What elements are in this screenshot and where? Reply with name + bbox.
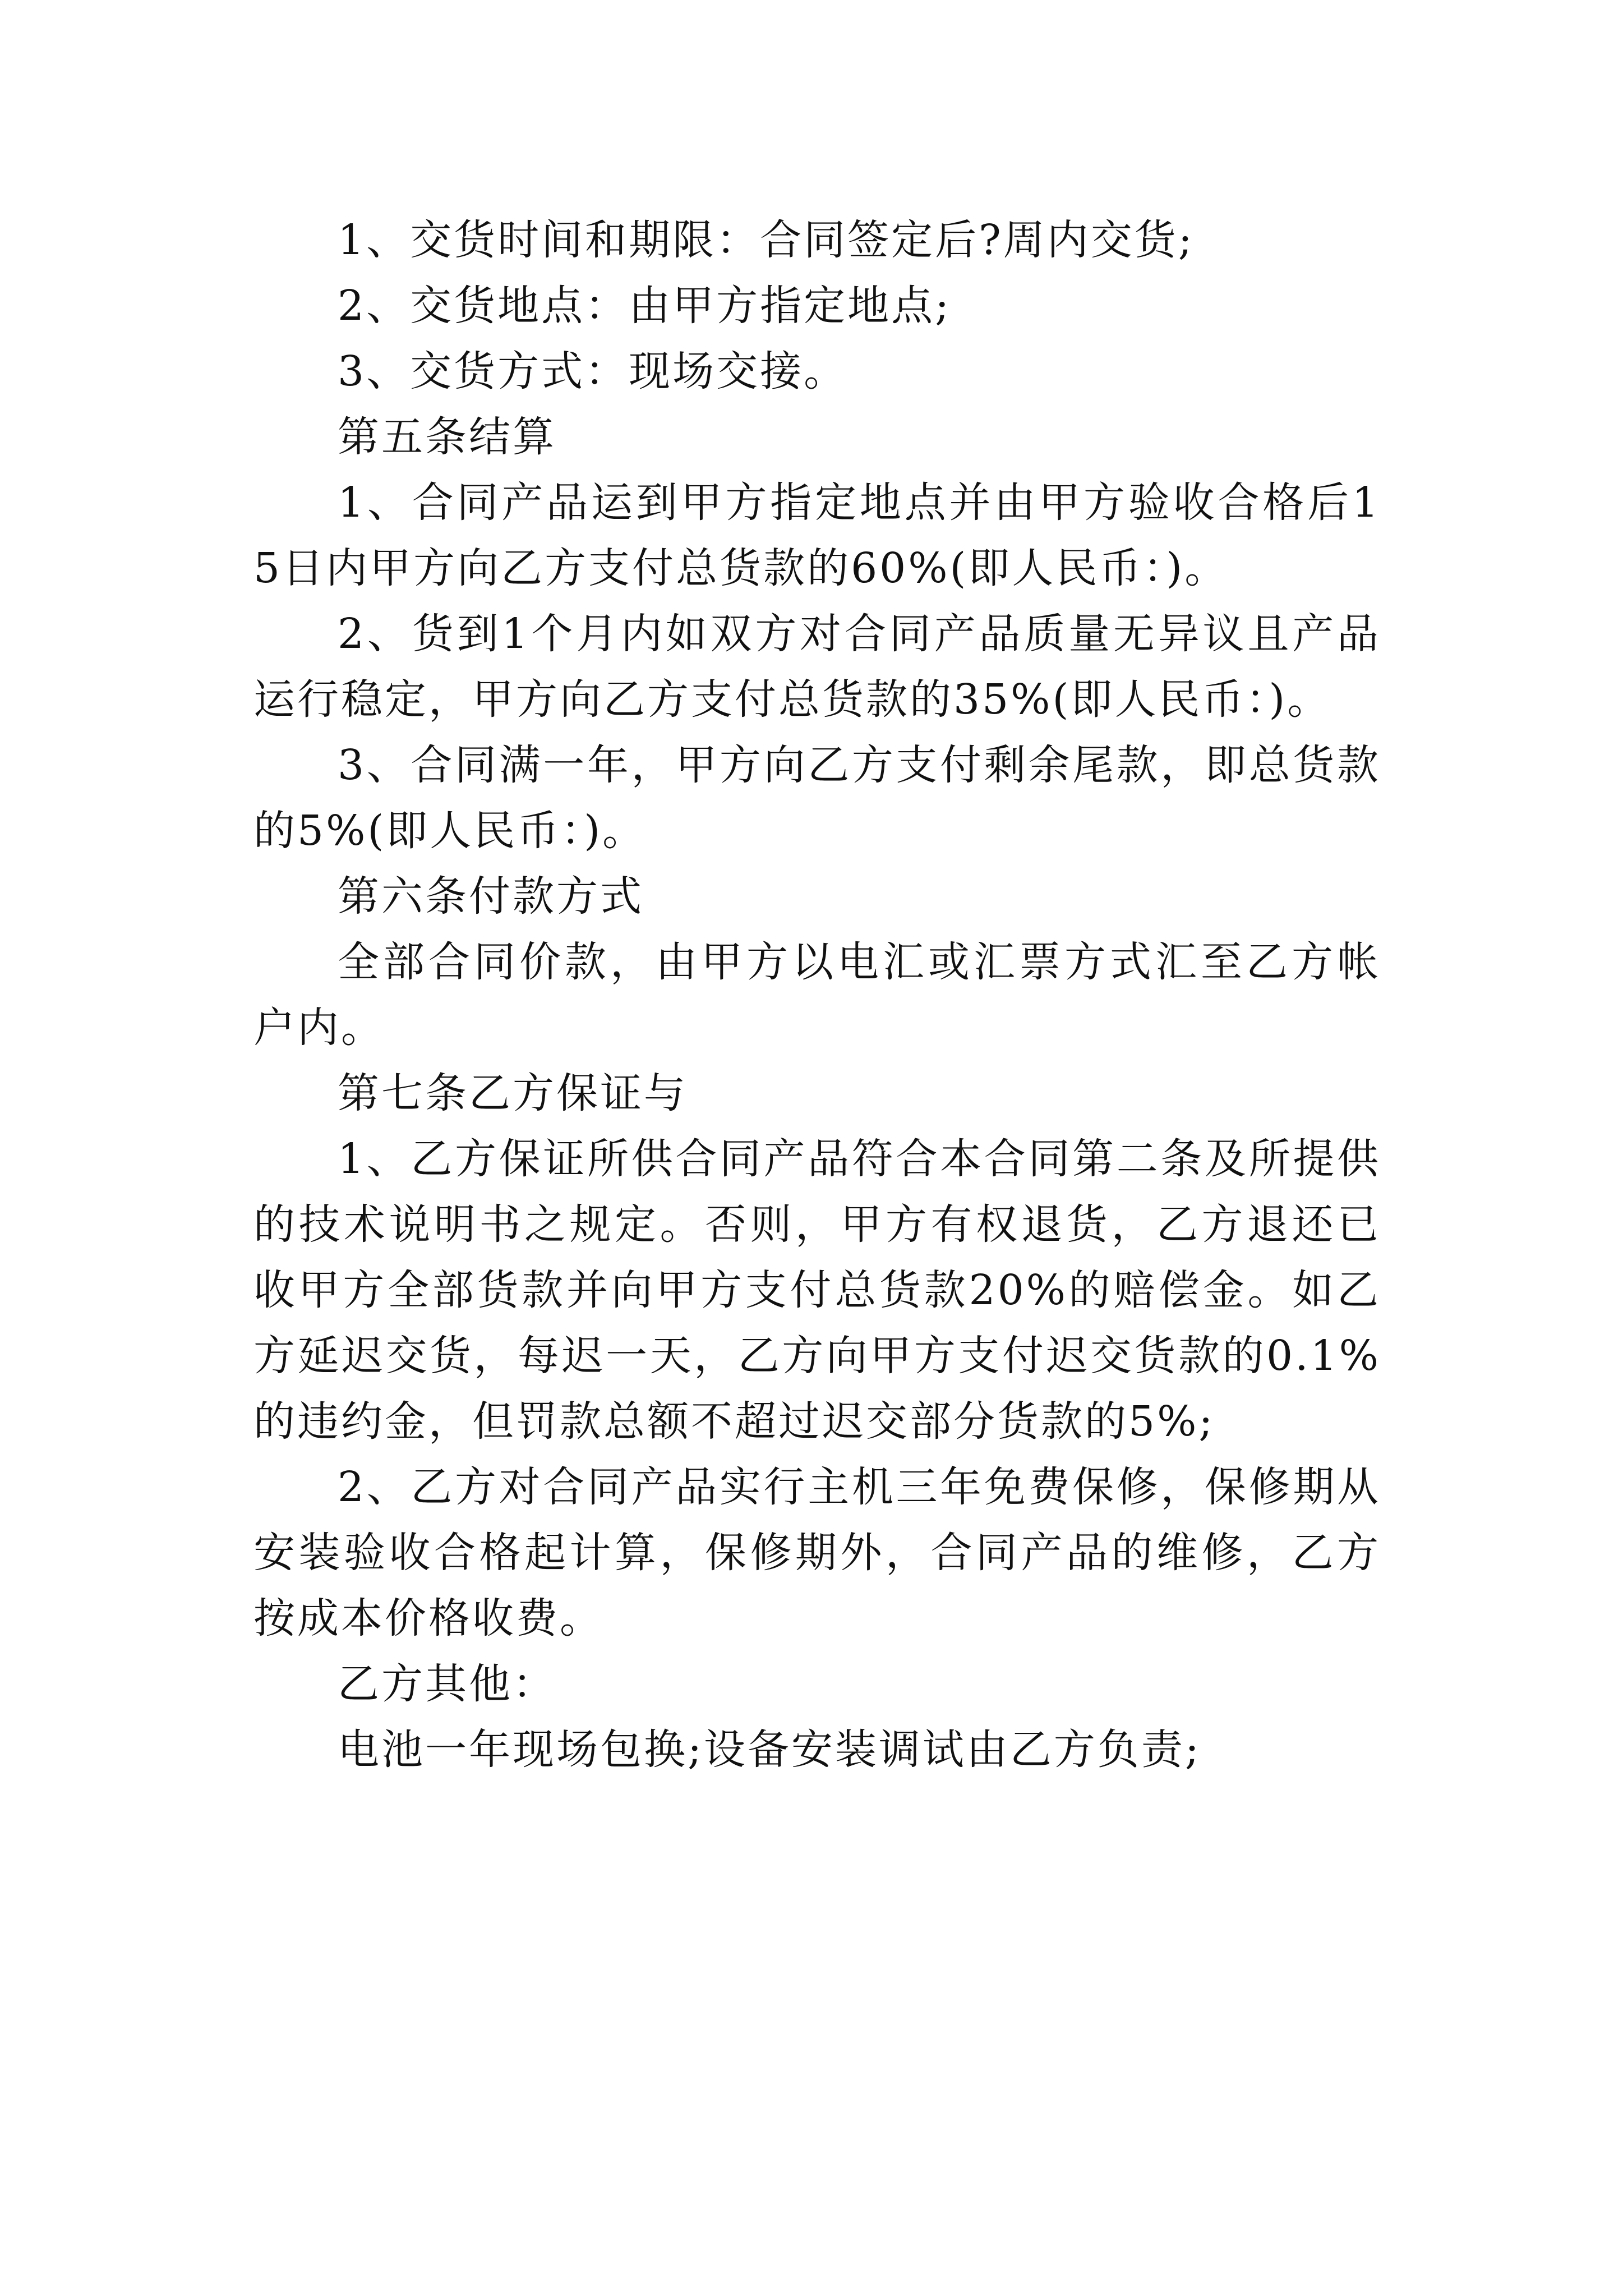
section-heading-settlement: 第五条结算 [338,413,556,461]
document-body [253,208,1381,1783]
paragraph-party-b-other: 电池一年现场包换;设备安装调试由乙方负责; [338,1726,1201,1774]
paragraph-delivery-method: 3、交货方式：现场交接。 [338,347,848,395]
paragraph-guarantee-2: 2、乙方对合同产品实行主机三年免费保修，保修期从安装验收合格起计算，保修期外，合同产品的维修，乙方按成本价格收费。 [253,1463,1381,1642]
paragraph-guarantee-1: 1、乙方保证所供合同产品符合本合同第二条及所提供的技术说明书之规定。否则，甲方有权退货，乙方退还已收甲方全部货款并向甲方支付总货款20%的赔偿金。如乙方延迟交货，每迟一天，乙方向甲方支付迟交货款的0.1%的违约金，但罚款总额不超过迟交部分货款的5%; [253,1135,1381,1446]
paragraph-settlement-3: 3、合同满一年，甲方向乙方支付剩余尾款，即总货款的5%(即人民币：)。 [253,741,1381,855]
paragraph-settlement-2: 2、货到1个月内如双方对合同产品质量无异议且产品运行稳定，甲方向乙方支付总货款的35%(即人民币：)。 [253,610,1381,724]
paragraph-payment-method: 全部合同价款，由甲方以电汇或汇票方式汇至乙方帐户内。 [253,938,1381,1052]
section-heading-party-b-other: 乙方其他： [338,1660,556,1708]
paragraph-settlement-1: 1、合同产品运到甲方指定地点并由甲方验收合格后15日内甲方向乙方支付总货款的60%(即人民币：)。 [253,478,1381,592]
section-heading-party-b-guarantee: 第七条乙方保证与 [338,1069,688,1117]
paragraph-delivery-location: 2、交货地点：由甲方指定地点; [338,282,952,330]
paragraph-delivery-time: 1、交货时间和期限：合同签定后?周内交货; [338,216,1195,264]
section-heading-payment-method: 第六条付款方式 [338,872,644,921]
